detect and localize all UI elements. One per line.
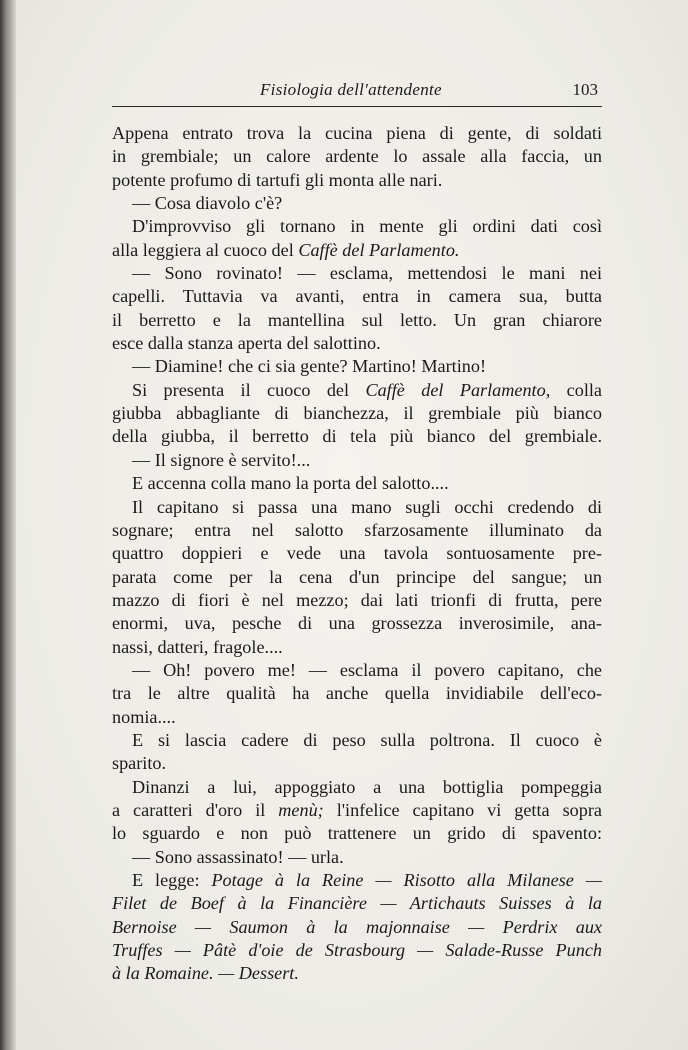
text-line	[112, 659, 602, 682]
text-line	[112, 729, 602, 752]
text-segment: della giubba, il berretto di tela più bianco del grembiale.	[112, 426, 602, 447]
italic-segment: à la Romaine. — Dessert.	[112, 963, 299, 984]
text-line	[112, 309, 602, 332]
italic-segment: Caffè del Parlamento.	[298, 239, 460, 260]
text-line	[112, 939, 602, 962]
text-segment: tra le altre qualità ha anche quella invidiabile dell'eco-	[112, 683, 602, 704]
book-spine-shadow	[0, 0, 16, 1050]
text-segment: potente profumo di tartufi gli monta alle nari.	[112, 169, 443, 190]
text-segment: sognare; entra nel salotto sfarzosamente illuminato da	[112, 519, 602, 540]
text-line	[112, 636, 602, 659]
text-segment: a caratteri d'oro il	[112, 799, 279, 820]
italic-segment: Filet de Boef à la Financière — Artichauts Suisses à la	[112, 893, 602, 914]
text-line	[112, 169, 602, 192]
text-segment: alla leggiera al cuoco del	[112, 239, 299, 260]
text-line	[112, 892, 602, 915]
text-line	[112, 192, 602, 215]
text-line	[112, 846, 602, 869]
text-line	[112, 425, 602, 448]
text-segment: il berretto e la mantellina sul letto. Un gran chiarore	[112, 309, 602, 330]
running-title: Fisiologia dell'attendente	[260, 80, 442, 99]
body-text	[112, 122, 602, 986]
italic-segment: Caffè del Parlamento,	[365, 379, 551, 400]
text-line	[112, 285, 602, 308]
page-number: 103	[572, 80, 598, 99]
text-segment: in grembiale; un calore ardente lo assale alla faccia, un	[112, 146, 602, 167]
text-line	[112, 542, 602, 565]
page-header	[112, 80, 602, 104]
text-segment: — Sono assassinato! — urla.	[132, 846, 344, 867]
text-line	[112, 916, 602, 939]
text-segment: colla	[550, 379, 602, 400]
text-line	[112, 472, 602, 495]
text-segment: parata come per la cena d'un principe del sangue; un	[112, 566, 602, 587]
text-segment: mazzo di fiori è nel mezzo; dai lati trionfi di frutta, pere	[112, 589, 602, 610]
text-segment: E accenna colla mano la porta del salotto....	[132, 473, 449, 494]
text-line	[112, 869, 602, 892]
text-line	[112, 449, 602, 472]
text-line	[112, 822, 602, 845]
text-line	[112, 215, 602, 238]
text-segment: nomia....	[112, 706, 176, 727]
text-segment: Il capitano si passa una mano sugli occhi credendo di	[132, 496, 602, 517]
text-segment: E si lascia cadere di peso sulla poltrona. Il cuoco è	[132, 729, 602, 750]
italic-segment: Truffes — Pâtè d'oie de Strasbourg — Salade-Russe Punch	[112, 940, 602, 961]
text-segment: nassi, datteri, fragole....	[112, 636, 283, 657]
text-line	[112, 706, 602, 729]
text-line	[112, 519, 602, 542]
text-segment: l'infelice capitano vi getta sopra	[323, 799, 602, 820]
text-line	[112, 752, 602, 775]
text-segment: quattro doppieri e vede una tavola sontuosamente pre-	[112, 543, 602, 564]
text-segment: — Il signore è servito!...	[132, 449, 311, 470]
text-segment: Si presenta il cuoco del	[132, 379, 366, 400]
text-segment: giubba abbagliante di bianchezza, il grembiale più bianco	[112, 403, 602, 424]
text-segment: E legge:	[132, 870, 212, 890]
text-line	[112, 682, 602, 705]
text-segment: enormi, uva, pesche di una grossezza inverosimile, ana-	[112, 613, 602, 634]
text-line	[112, 799, 602, 822]
italic-segment: Bernoise — Saumon à la majonnaise — Perdrix aux	[112, 916, 602, 937]
text-line	[112, 589, 602, 612]
text-segment: — Sono rovinato! — esclama, mettendosi le mani nei	[132, 263, 602, 284]
text-segment: lo sguardo e non può trattenere un grido di spavento:	[112, 823, 602, 844]
text-line	[112, 332, 602, 355]
text-segment: sparito.	[112, 753, 167, 774]
text-segment: — Cosa diavolo c'è?	[132, 193, 283, 214]
header-rule	[112, 106, 602, 107]
text-line	[112, 612, 602, 635]
text-line	[112, 496, 602, 519]
text-line	[112, 776, 602, 799]
text-line	[112, 262, 602, 285]
text-line	[112, 402, 602, 425]
text-segment: Appena entrato trova la cucina piena di gente, di soldati	[112, 123, 602, 143]
text-segment: Dinanzi a lui, appoggiato a una bottiglia pompeggia	[132, 776, 602, 797]
italic-segment: menù;	[278, 799, 324, 820]
italic-segment: Potage à la Reine — Risotto alla Milanese —	[211, 870, 602, 890]
text-line	[112, 355, 602, 378]
text-segment: — Oh! povero me! — esclama il povero capitano, che	[132, 659, 602, 680]
text-segment: D'improvviso gli tornano in mente gli ordini dati così	[132, 216, 602, 237]
text-line	[112, 145, 602, 168]
text-line	[112, 122, 602, 145]
text-line	[112, 379, 602, 402]
text-segment: esce dalla stanza aperta del salottino.	[112, 333, 381, 354]
text-segment: capelli. Tuttavia va avanti, entra in camera sua, butta	[112, 286, 602, 307]
text-line	[112, 962, 602, 985]
text-segment: — Diamine! che ci sia gente? Martino! Martino!	[132, 356, 487, 377]
text-line	[112, 566, 602, 589]
text-line	[112, 239, 602, 262]
